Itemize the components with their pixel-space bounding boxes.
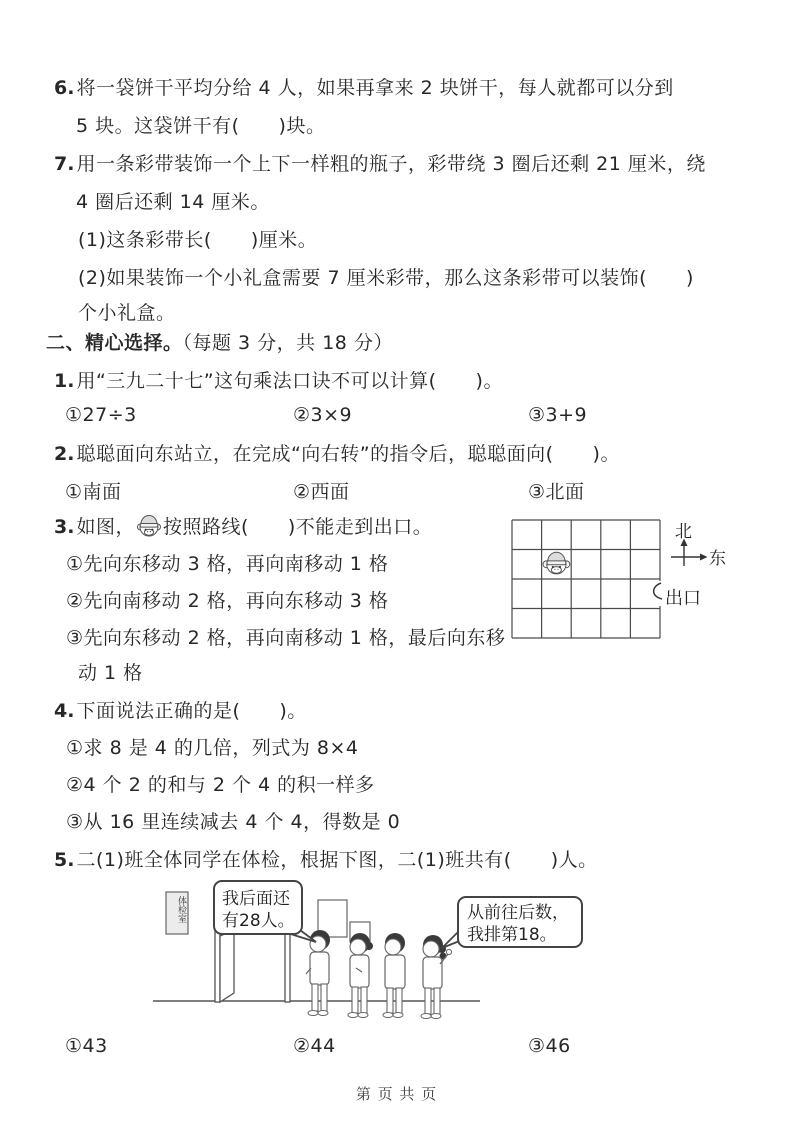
child-figure bbox=[348, 933, 373, 1018]
question-6-line1 bbox=[54, 76, 674, 101]
choice-q2-text: 聪聪面向东站立，在完成“向右转”的指令后，聪聪面向( )。 bbox=[76, 443, 620, 465]
maze-grid-diagram bbox=[505, 513, 745, 665]
section-2-header bbox=[46, 331, 393, 356]
compass-east-label: 东 bbox=[709, 549, 726, 569]
question-7-number: 7. bbox=[54, 153, 75, 175]
room-sign-label: 体检室 bbox=[176, 896, 186, 923]
choice-q2-option-1: ①南面 bbox=[65, 481, 122, 503]
bubble-left-line2: 有28人。 bbox=[222, 911, 295, 931]
choice-q1-option-2: ②3×9 bbox=[293, 404, 353, 426]
compass-north-label: 北 bbox=[675, 522, 692, 542]
choice-q1-option-1: ①27÷3 bbox=[65, 404, 137, 426]
speech-bubble-right bbox=[442, 897, 582, 948]
monkey-icon bbox=[543, 552, 570, 574]
choice-q2-option-2: ②西面 bbox=[293, 481, 350, 503]
question-7-sub1: (1)这条彩带长( )厘米。 bbox=[78, 229, 318, 251]
choice-q3-text-before: 如图， bbox=[76, 516, 135, 538]
choice-q3-option-3-line1: ③先向东移动 2 格，再向南移动 1 格，最后向东移 bbox=[66, 627, 506, 649]
question-7-sub2-line2: 个小礼盒。 bbox=[78, 302, 176, 324]
question-6-number: 6. bbox=[54, 77, 75, 99]
choice-q5-text: 二(1)班全体同学在体检，根据下图，二(1)班共有( )人。 bbox=[76, 849, 598, 871]
choice-q4-text: 下面说法正确的是( )。 bbox=[76, 700, 307, 722]
grid bbox=[512, 520, 660, 638]
choice-q3-stem bbox=[54, 515, 432, 540]
choice-q5-stem bbox=[54, 848, 598, 873]
choice-q5-option-3: ③46 bbox=[528, 1035, 571, 1057]
compass-icon bbox=[671, 539, 708, 567]
bubble-left-line1: 我后面还 bbox=[222, 889, 290, 909]
choice-q3-text-after: 按照路线( )不能走到出口。 bbox=[162, 516, 433, 538]
question-7-line2: 4 圈后还剩 14 厘米。 bbox=[76, 191, 270, 213]
bubble-right-line2: 我排第18。 bbox=[467, 925, 557, 945]
speech-bubble-left bbox=[214, 881, 316, 942]
choice-q1-number: 1. bbox=[54, 370, 75, 392]
child-figure bbox=[306, 930, 330, 1016]
choice-q4-stem bbox=[54, 699, 307, 724]
page-footer: 第 页 共 页 bbox=[355, 1085, 438, 1103]
child-figure-waving bbox=[421, 935, 452, 1019]
choice-q5-number: 5. bbox=[54, 849, 75, 871]
choice-q3-number: 3. bbox=[54, 516, 75, 538]
question-7-text: 用一条彩带装饰一个上下一样粗的瓶子，彩带绕 3 圈后还剩 21 厘米，绕 bbox=[76, 153, 706, 175]
question-6-line2: 5 块。这袋饼干有( )块。 bbox=[76, 115, 326, 137]
exit-pointer-icon bbox=[654, 583, 662, 599]
choice-q2-option-3: ③北面 bbox=[528, 481, 585, 503]
room-sign bbox=[166, 892, 188, 934]
choice-q1-stem bbox=[54, 369, 503, 394]
choice-q4-option-1: ①求 8 是 4 的几倍，列式为 8×4 bbox=[66, 737, 359, 759]
choice-q1-option-3: ③3+9 bbox=[528, 404, 588, 426]
bubble-right-line1: 从前往后数， bbox=[467, 903, 569, 923]
question-7-sub2-line1: (2)如果装饰一个小礼盒需要 7 厘米彩带，那么这条彩带可以装饰( ) bbox=[78, 267, 694, 289]
choice-q5-option-2: ②44 bbox=[293, 1035, 336, 1057]
choice-q4-option-2: ②4 个 2 的和与 2 个 4 的积一样多 bbox=[66, 774, 375, 796]
choice-q5-option-1: ①43 bbox=[65, 1035, 108, 1057]
question-7-line1 bbox=[54, 152, 706, 177]
choice-q3-option-2: ②先向南移动 2 格，再向东移动 3 格 bbox=[66, 590, 389, 612]
queue-illustration bbox=[150, 872, 650, 1038]
question-6-text: 将一袋饼干平均分给 4 人，如果再拿来 2 块饼干，每人就都可以分到 bbox=[76, 77, 674, 99]
exit-label: 出口 bbox=[665, 588, 701, 609]
monkey-icon bbox=[137, 515, 161, 537]
choice-q3-option-3-line2: 动 1 格 bbox=[78, 662, 143, 684]
choice-q4-option-3: ③从 16 里连续减去 4 个 4，得数是 0 bbox=[66, 811, 401, 833]
choice-q4-number: 4. bbox=[54, 700, 75, 722]
child-figure bbox=[383, 933, 405, 1018]
section-2-title: 二、精心选择。 bbox=[46, 332, 183, 354]
section-2-score: （每题 3 分，共 18 分） bbox=[182, 332, 393, 354]
choice-q3-option-1: ①先向东移动 3 格，再向南移动 1 格 bbox=[66, 553, 389, 575]
choice-q2-number: 2. bbox=[54, 443, 75, 465]
choice-q2-stem bbox=[54, 442, 620, 467]
choice-q1-text: 用“三九二十七”这句乘法口诀不可以计算( )。 bbox=[76, 370, 503, 392]
